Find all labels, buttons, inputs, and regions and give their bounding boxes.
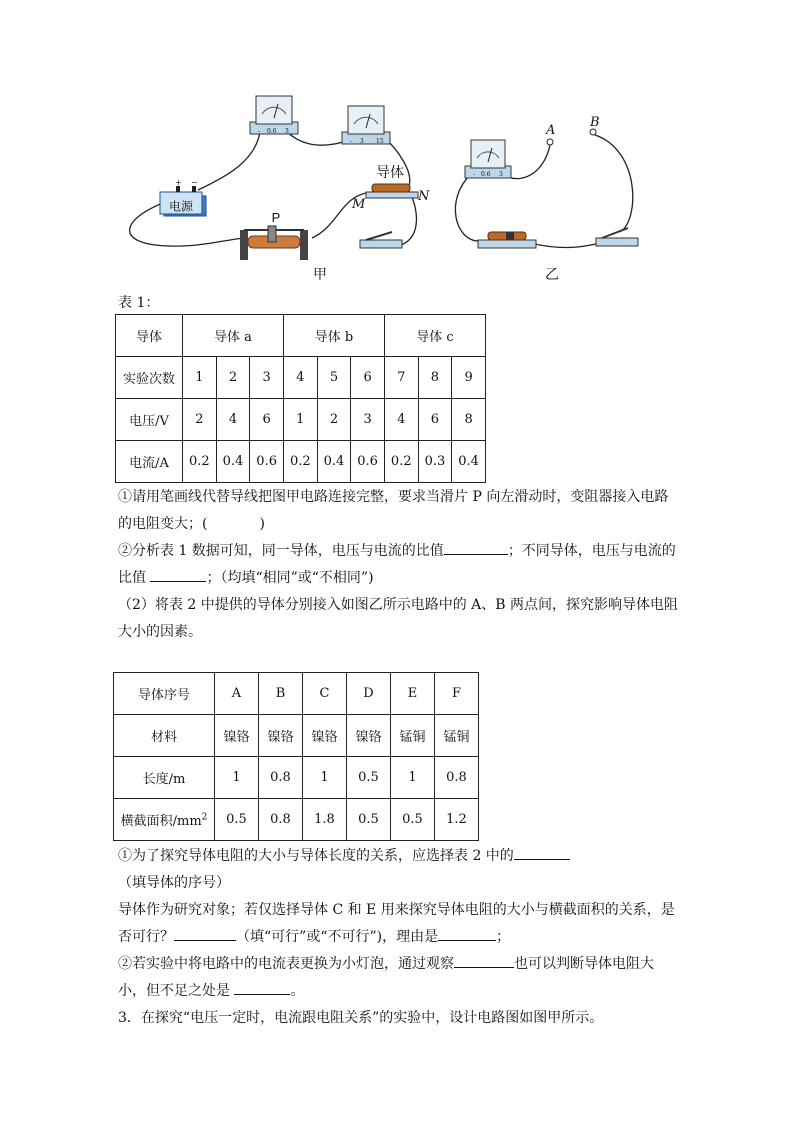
table-header-cell: 导体 (116, 315, 183, 357)
voltmeter-terminal-label: 15 (376, 138, 384, 145)
table-header-cell: B (259, 673, 303, 715)
table-cell: 0.2 (183, 441, 217, 483)
question-text: 小，但不足之处是 (118, 983, 235, 999)
circuit-figure (0, 0, 794, 300)
point-n-label: N (418, 189, 430, 204)
voltmeter-terminal-label: - (350, 138, 353, 145)
question-text: 也可以判断导体电阻大 (514, 956, 654, 972)
table-header-cell: 导体 b (283, 315, 384, 357)
rheostat (240, 210, 308, 260)
table-cell: 0.8 (435, 757, 479, 799)
power-label: 电源 (168, 199, 194, 214)
table-cell: 锰铜 (435, 715, 479, 757)
table-cell: 2 (216, 357, 250, 399)
table2 (113, 672, 479, 841)
table-cell: 0.5 (391, 799, 435, 841)
question-text: ②若实验中将电路中的电流表更换为小灯泡，通过观察 (118, 956, 454, 972)
table-cell: 1 (183, 357, 217, 399)
answer-blank[interactable] (514, 845, 570, 860)
table-cell: 0.4 (216, 441, 250, 483)
table-cell: 0.5 (347, 799, 391, 841)
answer-blank[interactable] (444, 540, 508, 555)
table-header-cell: 导体 a (183, 315, 284, 357)
question-text: （填导体的序号） (118, 875, 230, 891)
ammeter-terminal-label: 3 (499, 171, 503, 178)
question-text: ； (496, 929, 511, 945)
question-text: 3．在探究“电压一定时，电流跟电阻关系”的实验中，设计电路图如图甲所示。 (118, 1010, 604, 1026)
table-row (114, 799, 479, 841)
point-b-label: B (590, 115, 600, 130)
table-cell: 7 (384, 357, 418, 399)
answer-blank[interactable] (150, 567, 206, 582)
question-line (118, 565, 678, 592)
question-line (118, 978, 678, 1005)
table-cell: 1 (303, 757, 347, 799)
figure-label-yi: 乙 (545, 267, 559, 283)
table-header-cell: 导体 c (384, 315, 485, 357)
question-text: 否可行？ (118, 929, 174, 945)
table-cell: 镍铬 (347, 715, 391, 757)
ammeter-terminal-label: 0.6 (267, 128, 277, 135)
table-row-label: 电压/V (116, 399, 183, 441)
table-cell: 0.4 (452, 441, 486, 483)
row-label-text: 横截面积/mm (120, 814, 202, 829)
ammeter-terminal-label: 3 (285, 128, 289, 135)
table-cell: 4 (384, 399, 418, 441)
table-cell: 0.6 (250, 441, 284, 483)
table-cell: 0.3 (418, 441, 452, 483)
question-text: ；不同导体，电压与电流的 (507, 543, 676, 559)
question-text: 的电阻变大；( (118, 516, 208, 532)
question-text: 导体作为研究对象；若仅选择导体 C 和 E 用来探究导体电阻的大小与横截面积的关系，是 (118, 902, 675, 918)
table-header-cell: 导体序号 (114, 673, 215, 715)
answer-blank[interactable] (454, 953, 514, 968)
table-row (114, 673, 479, 715)
table-cell: 0.2 (283, 441, 317, 483)
table-row-label: 实验次数 (116, 357, 183, 399)
slider-label: P (271, 210, 281, 225)
table-cell: 1 (391, 757, 435, 799)
table-cell: 镍铬 (215, 715, 259, 757)
table-cell: 0.4 (317, 441, 351, 483)
question-text: ①为了探究导体电阻的大小与导体长度的关系，应选择表 2 中的 (118, 848, 514, 864)
table-cell: 2 (183, 399, 217, 441)
table-cell: 0.6 (351, 441, 385, 483)
ammeter-jia (250, 96, 298, 135)
table-header-cell: F (435, 673, 479, 715)
question-line (118, 951, 678, 978)
table-cell: 4 (283, 357, 317, 399)
table1-title: 表 1： (118, 295, 160, 311)
point-m-label: M (352, 197, 366, 212)
table-cell: 3 (351, 399, 385, 441)
table-row-label: 材料 (114, 715, 215, 757)
table-cell: 1 (215, 757, 259, 799)
table-row (116, 399, 486, 441)
table-row (116, 441, 486, 483)
table-cell: 9 (452, 357, 486, 399)
battery-yi (478, 232, 536, 248)
table-cell: 1.2 (435, 799, 479, 841)
table-cell: 5 (317, 357, 351, 399)
table-row (116, 315, 486, 357)
question-text: 大小的因素。 (118, 624, 202, 640)
figure-label-jia: 甲 (313, 267, 327, 283)
table-cell: 0.5 (347, 757, 391, 799)
table-cell: 锰铜 (391, 715, 435, 757)
question-text: 。 (290, 983, 305, 999)
ammeter-terminal-label: - (473, 171, 476, 178)
battery-minus: − (191, 178, 198, 187)
conductor-label: 导体 (376, 165, 404, 181)
question-text: ；（均填“相同”或“不相同”) (206, 570, 374, 586)
table-header-cell: E (391, 673, 435, 715)
table-cell: 6 (250, 399, 284, 441)
table-cell: 镍铬 (259, 715, 303, 757)
table-cell: 8 (418, 357, 452, 399)
voltmeter-jia (342, 106, 390, 145)
table-cell: 4 (216, 399, 250, 441)
ammeter-terminal-label: - (258, 128, 261, 135)
point-a-label: A (546, 123, 556, 138)
ammeter-yi (465, 140, 511, 178)
question-line (118, 843, 678, 897)
table-row (116, 357, 486, 399)
question-text: ①请用笔画线代替导线把图甲电路连接完整，要求当滑片 P 向左滑动时，变阻器接入电路 (118, 489, 669, 505)
question-line (118, 511, 678, 538)
table-header-cell: D (347, 673, 391, 715)
question-block-2 (118, 843, 678, 1032)
answer-blank[interactable] (234, 980, 290, 995)
table-cell: 0.5 (215, 799, 259, 841)
table-row-label: 电流/A (116, 441, 183, 483)
table1 (115, 314, 486, 483)
power-supply (160, 178, 206, 216)
answer-blank[interactable] (438, 926, 496, 941)
table-row (114, 715, 479, 757)
table-cell: 1.8 (303, 799, 347, 841)
conductor-mn (351, 164, 430, 212)
table-row-label (114, 799, 215, 841)
question-text: 比值 (118, 570, 151, 586)
table-cell: 6 (351, 357, 385, 399)
ammeter-terminal-label: 0.6 (481, 171, 491, 178)
table-header-cell: A (215, 673, 259, 715)
row-label-superscript: 2 (201, 812, 208, 823)
question-line (118, 924, 678, 951)
question-text: （填“可行”或“不可行”)，理由是 (236, 929, 439, 945)
question-block-1 (118, 484, 678, 646)
table-cell: 0.2 (384, 441, 418, 483)
switch-yi (596, 228, 638, 246)
table-cell: 3 (250, 357, 284, 399)
terminal-a (547, 139, 553, 145)
battery-plus: + (175, 178, 182, 187)
answer-blank[interactable] (174, 926, 236, 941)
table-row-label: 长度/m (114, 757, 215, 799)
question-line (118, 538, 678, 565)
question-text: （2）将表 2 中提供的导体分别接入如图乙所示电路中的 A、B 两点间，探究影响导体电阻 (118, 597, 679, 613)
switch-jia (360, 232, 402, 248)
table-cell: 2 (317, 399, 351, 441)
table-header-cell: C (303, 673, 347, 715)
question-text: ②分析表 1 数据可知，同一导体，电压与电流的比值 (118, 543, 444, 559)
question-text: ) (259, 516, 265, 532)
table-cell: 8 (452, 399, 486, 441)
table-cell: 1 (283, 399, 317, 441)
voltmeter-terminal-label: 3 (360, 138, 364, 145)
table-cell: 0.8 (259, 757, 303, 799)
table-cell: 0.8 (259, 799, 303, 841)
table-cell: 镍铬 (303, 715, 347, 757)
table-cell: 6 (418, 399, 452, 441)
table-row (114, 757, 479, 799)
